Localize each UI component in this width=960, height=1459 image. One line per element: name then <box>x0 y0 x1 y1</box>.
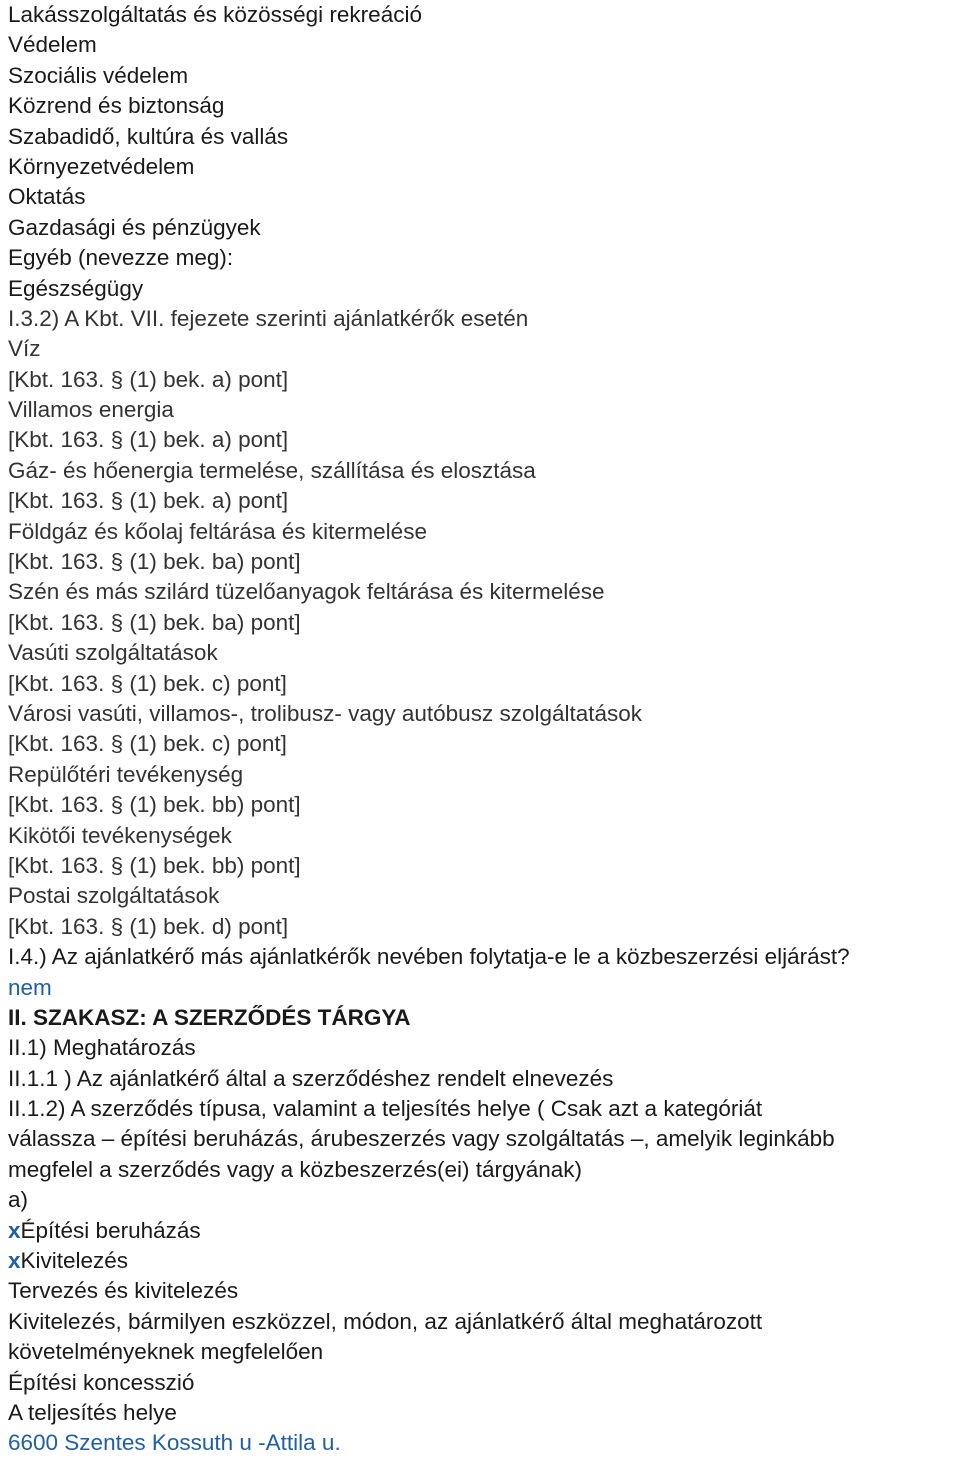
text-line-housing: Lakásszolgáltatás és közösségi rekreáció <box>8 2 422 27</box>
text-line-water: Víz <box>8 336 41 362</box>
text-line-health: Egészségügy <box>8 275 144 301</box>
legal-reference: [Kbt. 163. § (1) bek. ba) pont] <box>8 549 301 575</box>
legal-reference: [Kbt. 163. § (1) bek. a) pont] <box>8 366 289 392</box>
text-line-public-order: Közrend és biztonság <box>8 93 225 119</box>
legal-reference: [Kbt. 163. § (1) bek. c) pont] <box>8 670 287 696</box>
text-line-social-protection: Szociális védelem <box>8 62 189 88</box>
question-i-4: I.4.) Az ajánlatkérő más ajánlatkérők nevében folytatja-e le a közbeszerzési eljárást? <box>8 944 850 970</box>
answer-value: nem <box>8 974 52 1000</box>
checked-option-execution <box>8 1246 958 1276</box>
section-heading-i-3-2: I.3.2) A Kbt. VII. fejezete szerinti ajánlatkérők esetén <box>8 305 529 331</box>
text-line-environment: Környezetvédelem <box>8 153 195 179</box>
legal-reference: [Kbt. 163. § (1) bek. d) pont] <box>8 913 289 939</box>
list-label-a: a) <box>8 1187 29 1213</box>
text-line-other: Egyéb (nevezze meg): <box>8 245 234 271</box>
label-place-of-performance: A teljesítés helye <box>8 1399 177 1425</box>
section-title-ii: II. SZAKASZ: A SZERZŐDÉS TÁRGYA <box>8 1004 411 1030</box>
text-line-economic-affairs: Gazdasági és pénzügyek <box>8 214 261 240</box>
section-heading-ii-1-2: II.1.2) A szerződés típusa, valamint a teljesítés helye ( Csak azt a kategóriát <box>8 1096 763 1122</box>
text-line-electricity: Villamos energia <box>8 397 174 423</box>
checkbox-mark-icon: x <box>8 1248 21 1274</box>
option-design-and-execution: Tervezés és kivitelezés <box>8 1278 239 1304</box>
checked-option-works <box>8 1216 958 1246</box>
document-page <box>8 0 958 1459</box>
text-line-port: Kikötői tevékenységek <box>8 822 232 848</box>
text-line-urban-transport: Városi vasúti, villamos-, trolibusz- vagy autóbusz szolgáltatások <box>8 700 643 726</box>
option-label: Kivitelezés <box>20 1248 129 1274</box>
option-execution-any-means-cont: követelményeknek megfelelően <box>8 1339 324 1365</box>
option-works-concession: Építési koncesszió <box>8 1369 195 1395</box>
legal-reference: [Kbt. 163. § (1) bek. bb) pont] <box>8 852 301 878</box>
legal-reference: [Kbt. 163. § (1) bek. bb) pont] <box>8 792 301 818</box>
section-heading-ii-1-2-cont: megfelel a szerződés vagy a közbeszerzés(ei) tárgyának) <box>8 1156 583 1182</box>
text-line-railway: Vasúti szolgáltatások <box>8 640 218 666</box>
text-line-gas-heat: Gáz- és hőenergia termelése, szállítása és elosztása <box>8 457 536 483</box>
legal-reference: [Kbt. 163. § (1) bek. a) pont] <box>8 488 289 514</box>
place-of-performance-value: 6600 Szentes Kossuth u -Attila u. <box>8 1430 341 1456</box>
text-line-airport: Repülőtéri tevékenység <box>8 761 244 787</box>
legal-reference: [Kbt. 163. § (1) bek. a) pont] <box>8 427 289 453</box>
legal-reference: [Kbt. 163. § (1) bek. c) pont] <box>8 731 287 757</box>
option-execution-any-means: Kivitelezés, bármilyen eszközzel, módon, az ajánlatkérő által meghatározott <box>8 1308 763 1334</box>
section-heading-ii-1: II.1) Meghatározás <box>8 1035 196 1061</box>
text-line-recreation: Szabadidő, kultúra és vallás <box>8 123 289 149</box>
option-label: Építési beruházás <box>20 1217 201 1243</box>
checkbox-mark-icon: x <box>8 1217 21 1243</box>
text-line-postal: Postai szolgáltatások <box>8 883 220 909</box>
section-heading-ii-1-1: II.1.1 ) Az ajánlatkérő által a szerződéshez rendelt elnevezés <box>8 1065 614 1091</box>
text-line-natural-gas-oil: Földgáz és kőolaj feltárása és kitermelése <box>8 518 427 544</box>
text-line-education: Oktatás <box>8 184 86 210</box>
text-line-coal: Szén és más szilárd tüzelőanyagok feltárása és kitermelése <box>8 579 605 605</box>
text-line-defence: Védelem <box>8 32 97 58</box>
legal-reference: [Kbt. 163. § (1) bek. ba) pont] <box>8 609 301 635</box>
section-heading-ii-1-2-cont: válassza – építési beruházás, árubeszerzés vagy szolgáltatás –, amelyik leginkább <box>8 1126 835 1152</box>
